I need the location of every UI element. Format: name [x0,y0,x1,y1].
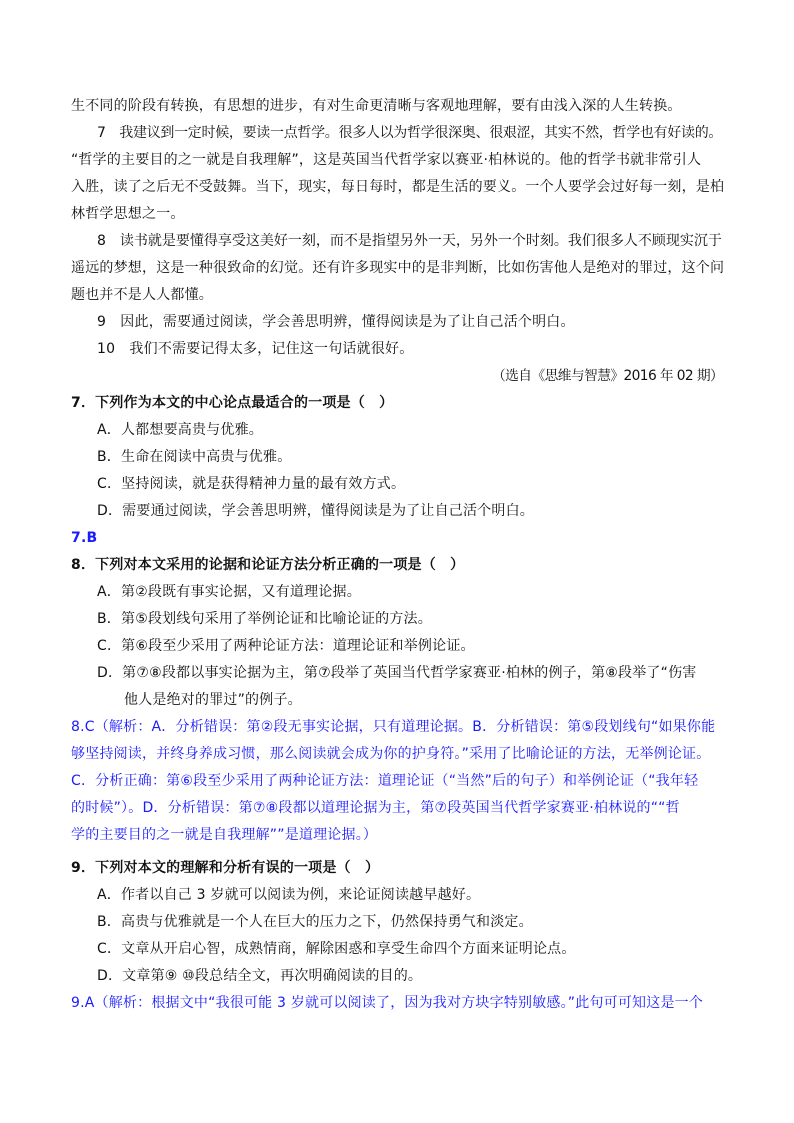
question-7-answer: 7.B [71,530,98,546]
paragraph-7-line-3: 入胜，读了之后无不受鼓舞。当下，现实，每日每时，都是生活的要义。一个人要学会过好每一刻，是柏 [71,179,725,195]
question-9-analysis-line-1: 9.A（解析：根据文中“我很可能 3 岁就可以阅读了，因为我对方块字特别敏感。”此句可可知这是一个 [71,995,704,1011]
question-9-option-d: D．文章第⑨ ⑩段总结全文，再次明确阅读的目的。 [97,968,423,984]
paragraph-10: 10 我们不需要记得太多，记住这一句话就很好。 [97,341,414,357]
question-8-analysis-line-2: 够坚持阅读，并终身养成习惯，那么阅读就会成为你的护身符。”采用了比喻论证的方法，无举例论证。 [71,746,711,762]
question-9-option-c: C．文章从开启心智，成熟情商，解除困惑和享受生命四个方面来证明论点。 [97,941,576,957]
paragraph-9: 9 因此，需要通过阅读，学会善思明辨，懂得阅读是为了让自己活个明白。 [97,314,575,330]
question-8-stem: 8．下列对本文采用的论据和论证方法分析正确的一项是（ ） [71,557,465,573]
question-8-analysis-line-1: 8.C（解析：A．分析错误：第②段无事实论据，只有道理论据。B．分析错误：第⑤段划线句“如果你能 [71,719,716,735]
question-8-analysis-line-4: 的时候”）。D．分析错误：第⑦⑧段都以道理论据为主，第⑦段英国当代哲学家赛亚·柏林说的““哲 [71,800,680,816]
question-9-stem: 9．下列对本文的理解和分析有误的一项是（ ） [71,860,380,876]
paragraph-6-tail: 生不同的阶段有转换，有思想的进步，有对生命更清晰与客观地理解，要有由浅入深的人生转换。 [71,98,682,114]
question-7-option-d: D．需要通过阅读，学会善思明辨，懂得阅读是为了让自己活个明白。 [97,503,534,519]
paragraph-8-line-2: 遥远的梦想，这是一种很致命的幻觉。还有许多现实中的是非判断，比如伤害他人是绝对的罪过，这个问 [71,260,725,276]
question-7-option-c: C．坚持阅读，就是获得精神力量的最有效方式。 [97,476,406,492]
question-8-analysis-line-3: C．分析正确：第⑥段至少采用了两种论证方法：道理论证（“当然”后的句子）和举例论证（“我年轻 [71,773,699,789]
question-7-stem: 7．下列作为本文的中心论点最适合的一项是（ ） [71,395,394,411]
paragraph-8-line-1: 8 读书就是要懂得享受这美好一刻，而不是指望另外一天，另外一个时刻。我们很多人不顾现实沉于 [97,233,722,249]
question-8-option-d: D．第⑦⑧段都以事实论据为主，第⑦段举了英国当代哲学家赛亚·柏林的例子，第⑧段举了“伤害 [97,665,697,681]
question-8-option-a: A．第②段既有事实论据，又有道理论据。 [97,584,361,600]
question-9-option-a: A．作者以自己 3 岁就可以阅读为例，来论证阅读越早越好。 [97,887,481,903]
question-9-option-b: B．高贵与优雅就是一个人在巨大的压力之下，仍然保持勇气和淡定。 [97,914,533,930]
question-8-analysis-line-5: 学的主要目的之一就是自我理解””是道理论据。） [71,827,378,843]
paragraph-7-line-1: 7 我建议到一定时候，要读一点哲学。很多人以为哲学很深奥、很艰涩，其实不然，哲学也有好读的。 [97,125,723,141]
paragraph-7-line-4: 林哲学思想之一。 [71,206,185,222]
paragraph-8-line-3: 题也并不是人人都懂。 [71,287,213,303]
question-8-option-d-continued: 他人是绝对的罪过”的例子。 [124,692,302,708]
question-8-option-b: B．第⑤段划线句采用了举例论证和比喻论证的方法。 [97,611,432,627]
question-7-option-a: A．人都想要高贵与优雅。 [97,422,263,438]
source-citation: （选自《思维与智慧》2016 年 02 期） [492,368,724,384]
paragraph-7-line-2: “哲学的主要目的之一就是自我理解”，这是英国当代哲学家以赛亚·柏林说的。他的哲学书就非常引人 [71,152,702,168]
question-8-option-c: C．第⑥段至少采用了两种论证方法：道理论证和举例论证。 [97,638,475,654]
question-7-option-b: B．生命在阅读中高贵与优雅。 [97,449,292,465]
